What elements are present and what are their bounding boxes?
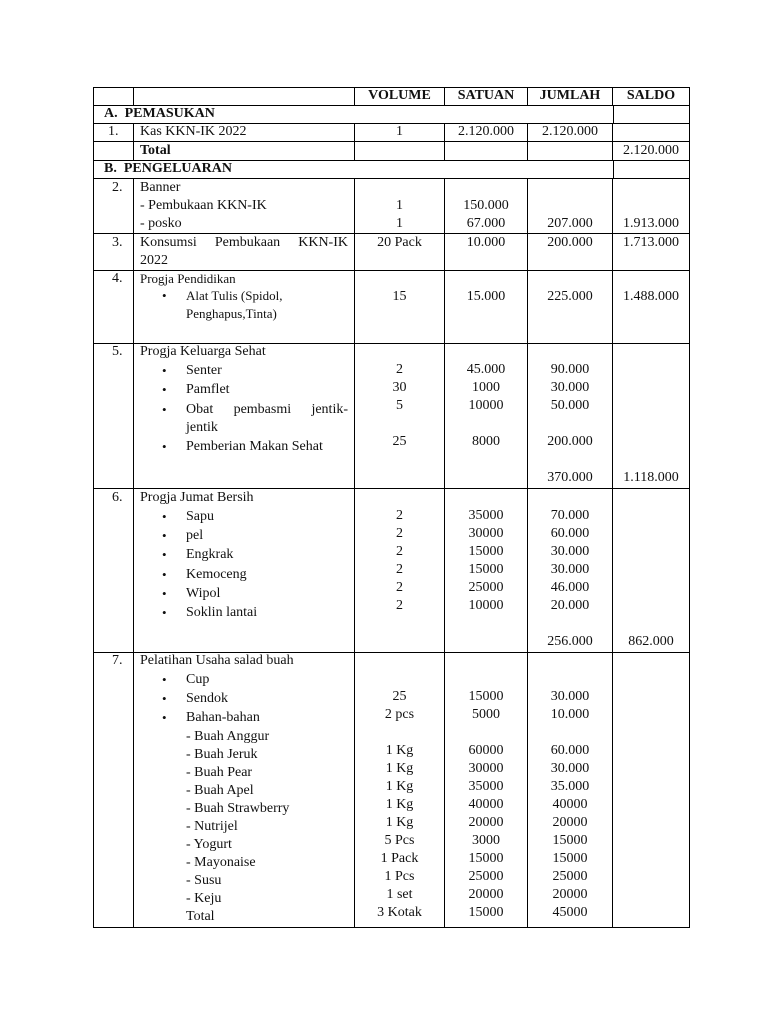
jumlah-value: 200.000 [547,235,593,250]
bullet-icon: • [162,547,167,562]
satuan-value: 67.000 [466,216,506,231]
saldo-value: 1.488.000 [623,289,679,304]
bullet-icon: • [162,567,167,582]
sub-item: - Buah Strawberry [186,801,290,816]
volume-value: 1 set [386,887,413,902]
jumlah-value: 10.000 [550,707,590,722]
satuan-value: 35000 [468,779,504,794]
satuan-value: 15000 [468,544,504,559]
bullet-icon: • [162,710,167,725]
jumlah-value: 15000 [552,833,588,848]
satuan-value: 25000 [468,580,504,595]
satuan-value: 60000 [468,743,504,758]
row-number: 2. [112,180,123,195]
saldo-value: 1.713.000 [623,235,679,250]
volume-value: 5 Pcs [384,833,415,848]
volume-value: 1 [396,124,403,139]
jumlah-value: 20000 [552,815,588,830]
bullet-icon: • [162,586,167,601]
jumlah-value: 60.000 [550,743,590,758]
satuan-value: 45.000 [466,362,506,377]
header-saldo: SALDO [626,88,676,103]
sub-item: - Buah Anggur [186,729,270,744]
cell [93,488,134,653]
bullet-icon: • [162,363,167,378]
bullet-item: Cup [186,672,210,687]
bullet-icon: • [162,439,167,454]
item-word: jentik- [311,402,348,417]
satuan-value: 30000 [468,526,504,541]
item-label: Progja Keluarga Sehat [140,344,266,359]
sub-item: - Buah Pear [186,765,253,780]
sub-item: - Keju [186,891,222,906]
bullet-icon: • [162,382,167,397]
satuan-value: 1000 [472,380,500,395]
cell [93,141,134,161]
section-heading-pengeluaran: B. PENGELUARAN [104,161,232,176]
section-heading-pemasukan: A. PEMASUKAN [104,106,215,121]
volume-value: 1 Kg [385,797,414,812]
cell [613,160,690,179]
volume-value: 1 Kg [385,815,414,830]
bullet-item: Pemberian Makan Sehat [186,439,323,454]
satuan-value: 10000 [468,398,504,413]
volume-value: 20 Pack [377,235,422,250]
volume-value: 30 [392,380,407,395]
satuan-value: 150.000 [463,198,509,213]
volume-value: 15 [392,289,407,304]
row-number: 5. [112,344,123,359]
item-label: Pelatihan Usaha salad buah [140,653,294,668]
row-number: 4. [112,271,123,286]
volume-value: 5 [396,398,403,413]
item-label: Progja Jumat Bersih [140,490,254,505]
satuan-value: 5000 [472,707,500,722]
item-word: Obat [186,402,214,417]
volume-value: 2 [396,526,403,541]
jumlah-value: 30.000 [550,544,590,559]
volume-value: 2 [396,544,403,559]
jumlah-value: 30.000 [550,380,590,395]
cell [612,123,690,142]
satuan-value: 2.120.000 [458,124,514,139]
satuan-value: 20000 [468,815,504,830]
total-label: Total [186,909,215,924]
saldo-value: 1.913.000 [623,216,679,231]
satuan-value: 15000 [468,851,504,866]
cell [133,87,355,106]
cell [612,270,690,344]
bullet-item: Wipol [186,586,221,601]
jumlah-value: 70.000 [550,508,590,523]
bullet-icon: • [162,672,167,687]
item-label-continued: 2022 [140,253,168,268]
bullet-item: Sendok [186,691,228,706]
jumlah-total: 256.000 [547,634,593,649]
volume-value: 2 [396,598,403,613]
jumlah-total: 370.000 [547,470,593,485]
bullet-item: Pamflet [186,382,230,397]
item-word: Konsumsi [140,235,197,250]
row-number: 7. [112,653,123,668]
bullet-item: Soklin lantai [186,605,258,620]
cell [93,652,134,928]
volume-value: 3 Kotak [377,905,422,920]
header-jumlah: JUMLAH [539,88,601,103]
satuan-value: 25000 [468,869,504,884]
sub-item: - posko [140,216,182,231]
satuan-value: 15.000 [466,289,506,304]
jumlah-value: 40000 [552,797,588,812]
jumlah-value: 30.000 [550,761,590,776]
sub-item: - Yogurt [186,837,232,852]
bullet-item: pel [186,528,204,543]
item-label: Progja Pendidikan [140,271,236,286]
cell [354,141,445,161]
bullet-icon: • [162,402,167,417]
volume-value: 25 [392,434,407,449]
satuan-value: 20000 [468,887,504,902]
satuan-value: 15000 [468,562,504,577]
item-word: pembasmi [233,402,292,417]
volume-value: 1 Kg [385,779,414,794]
jumlah-value: 30.000 [550,689,590,704]
cell [93,87,134,106]
cell [527,141,613,161]
saldo-value: 862.000 [628,634,674,649]
saldo-value: 2.120.000 [623,143,679,158]
bullet-item: Kemoceng [186,567,247,582]
cell [444,270,528,344]
jumlah-value: 225.000 [547,289,593,304]
jumlah-value: 46.000 [550,580,590,595]
sub-item: - Nutrijel [186,819,238,834]
row-number: 6. [112,490,123,505]
volume-value: 2 [396,562,403,577]
jumlah-value: 25000 [552,869,588,884]
bullet-item: Alat Tulis (Spidol, [186,288,283,303]
satuan-value: 40000 [468,797,504,812]
sub-item: - Pembukaan KKN-IK [140,198,267,213]
satuan-value: 10.000 [466,235,506,250]
satuan-value: 30000 [468,761,504,776]
volume-value: 1 Kg [385,761,414,776]
bullet-item [186,401,348,419]
item-label: Kas KKN-IK 2022 [140,124,247,139]
row-number: 1. [108,124,119,139]
bullet-item: Engkrak [186,547,234,562]
header-volume: VOLUME [368,88,431,103]
cell [612,652,690,928]
sub-item: - Buah Apel [186,783,254,798]
jumlah-value: 50.000 [550,398,590,413]
jumlah-value: 207.000 [547,216,593,231]
bullet-item: Bahan-bahan [186,710,260,725]
bullet-icon: • [162,288,167,303]
jumlah-value: 90.000 [550,362,590,377]
satuan-value: 15000 [468,689,504,704]
jumlah-value: 60.000 [550,526,590,541]
bullet-icon: • [162,691,167,706]
bullet-item-continued: Penghapus,Tinta) [186,306,277,321]
item-word: Pembukaan [214,235,281,250]
satuan-value: 35000 [468,508,504,523]
cell [612,343,690,489]
volume-value: 2 [396,580,403,595]
satuan-value: 10000 [468,598,504,613]
satuan-value: 8000 [472,434,500,449]
jumlah-value: 20.000 [550,598,590,613]
jumlah-value: 45000 [552,905,588,920]
cell [612,488,690,653]
satuan-value: 15000 [468,905,504,920]
item-label: Banner [140,180,181,195]
volume-value: 1 Pcs [384,869,415,884]
jumlah-value: 30.000 [550,562,590,577]
volume-value: 1 [396,198,403,213]
volume-value: 1 Pack [380,851,419,866]
bullet-icon: • [162,605,167,620]
volume-value: 1 [396,216,403,231]
jumlah-value: 15000 [552,851,588,866]
jumlah-value: 200.000 [547,434,593,449]
header-satuan: SATUAN [457,88,515,103]
bullet-item: Senter [186,363,222,378]
jumlah-value: 2.120.000 [542,124,598,139]
item-label [140,234,348,252]
cell [93,343,134,489]
row-number: 3. [112,235,123,250]
jumlah-value: 35.000 [550,779,590,794]
satuan-value: 3000 [472,833,500,848]
sub-item: - Susu [186,873,222,888]
cell [354,270,445,344]
cell [527,270,613,344]
bullet-icon: • [162,509,167,524]
bullet-item: Sapu [186,509,214,524]
volume-value: 1 Kg [385,743,414,758]
volume-value: 2 [396,362,403,377]
cell [613,105,690,124]
volume-value: 2 [396,508,403,523]
bullet-item-continued: jentik [186,420,218,435]
item-word: KKN-IK [298,235,348,250]
volume-value: 25 [392,689,407,704]
sub-item: - Buah Jeruk [186,747,258,762]
bullet-icon: • [162,528,167,543]
sub-item: - Mayonaise [186,855,256,870]
volume-value: 2 pcs [384,707,415,722]
jumlah-value: 20000 [552,887,588,902]
saldo-value: 1.118.000 [623,470,679,485]
cell [444,141,528,161]
total-label: Total [140,143,171,158]
